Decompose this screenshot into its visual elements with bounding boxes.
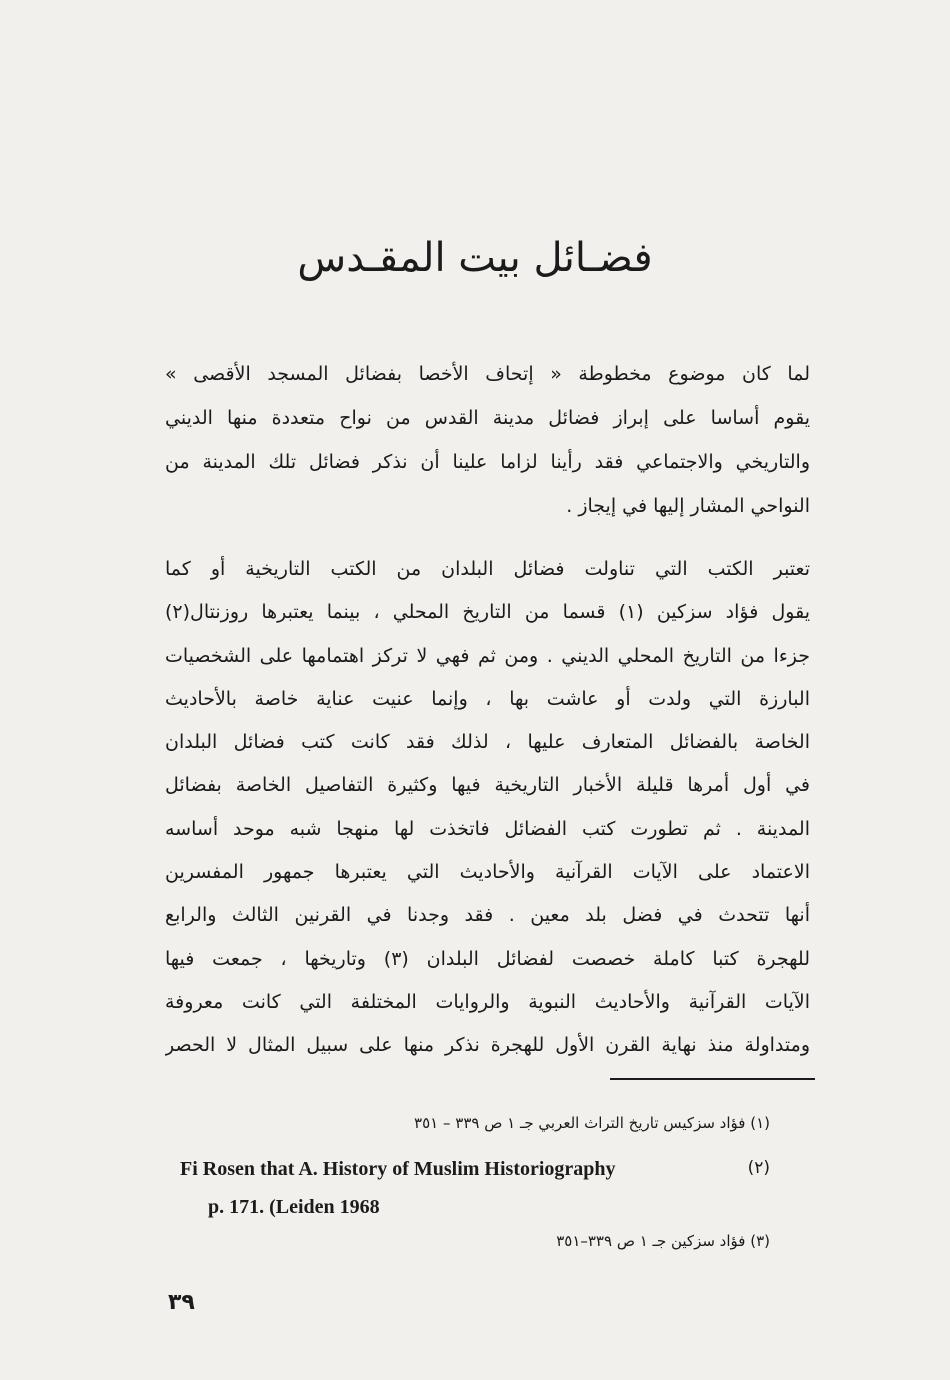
paragraph-line: ومتداولة منذ نهاية القرن الأول للهجرة نذكر منها على سبيل المثال لا الحصر bbox=[165, 1034, 810, 1057]
paragraph-line: أنها تتحدث في فضل بلد معين . فقد وجدنا في القرنين الثالث والرابع bbox=[165, 904, 810, 927]
paragraph-line: جزءا من التاريخ المحلي الديني . ومن ثم فهي لا تركز اهتمامها على الشخصيات bbox=[165, 644, 810, 667]
paragraph-1 bbox=[165, 352, 810, 528]
paragraph-line: تعتبر الكتب التي تناولت فضائل البلدان من الكتب التاريخية أو كما bbox=[165, 558, 810, 580]
footnote-1: (١) فؤاد سزكيس تاريخ التراث العربي جـ ١ ص ٣٣٩ – ٣٥١ bbox=[414, 1114, 770, 1132]
footnote-2-line-2: p. 171. (Leiden 1968 bbox=[208, 1196, 380, 1218]
footnote-2-line-1: Fi Rosen that A. History of Muslim Historiography bbox=[180, 1158, 616, 1180]
page-number: ٣٩ bbox=[168, 1290, 195, 1315]
paragraph-line: والتاريخي والاجتماعي فقد رأينا لزاما علينا أن نذكر فضائل تلك المدينة من bbox=[165, 451, 810, 473]
page-title: فضـائل بيت المقـدس bbox=[297, 235, 653, 281]
paragraph-line: الخاصة بالفضائل المتعارف عليها ، لذلك فقد كانت كتب فضائل البلدان bbox=[165, 731, 810, 754]
footnote-divider bbox=[610, 1078, 815, 1080]
paragraph-line: الاعتماد على الآيات القرآنية والأحاديث التي يعتبرها جمهور المفسرين bbox=[165, 861, 810, 884]
paragraph-2 bbox=[165, 548, 810, 1068]
paragraph-line: يقول فؤاد سزكين (١) قسما من التاريخ المحلي ، بينما يعتبرها روزنتال(٢) bbox=[165, 601, 810, 624]
footnote-2-number: (٢) bbox=[747, 1158, 770, 1178]
paragraph-line: الآيات القرآنية والأحاديث النبوية والروايات المختلفة التي كانت معروفة bbox=[165, 990, 810, 1013]
footnote-3: (٣) فؤاد سزكين جـ ١ ص ٣٣٩–٣٥١ bbox=[556, 1232, 770, 1250]
paragraph-line: للهجرة كتبا كاملة خصصت لفضائل البلدان (٣) وتاريخها ، جمعت فيها bbox=[165, 947, 810, 970]
paragraph-line: يقوم أساسا على إبراز فضائل مدينة القدس من نواح متعددة منها الديني bbox=[165, 407, 810, 429]
paragraph-line: النواحي المشار إليها في إيجاز . bbox=[566, 495, 810, 517]
paragraph-line: في أول أمرها قليلة الأخبار التاريخية فيها وكثيرة التفاصيل الخاصة بفضائل bbox=[165, 774, 810, 797]
paragraph-line: البارزة التي ولدت أو عاشت بها ، وإنما عنيت عناية خاصة بالأحاديث bbox=[165, 687, 810, 710]
paragraph-line: لما كان موضوع مخطوطة « إتحاف الأخصا بفضائل المسجد الأقصى » bbox=[165, 363, 810, 385]
paragraph-line: المدينة . ثم تطورت كتب الفضائل فاتخذت لها منهجا شبه موحد أساسه bbox=[165, 817, 810, 840]
